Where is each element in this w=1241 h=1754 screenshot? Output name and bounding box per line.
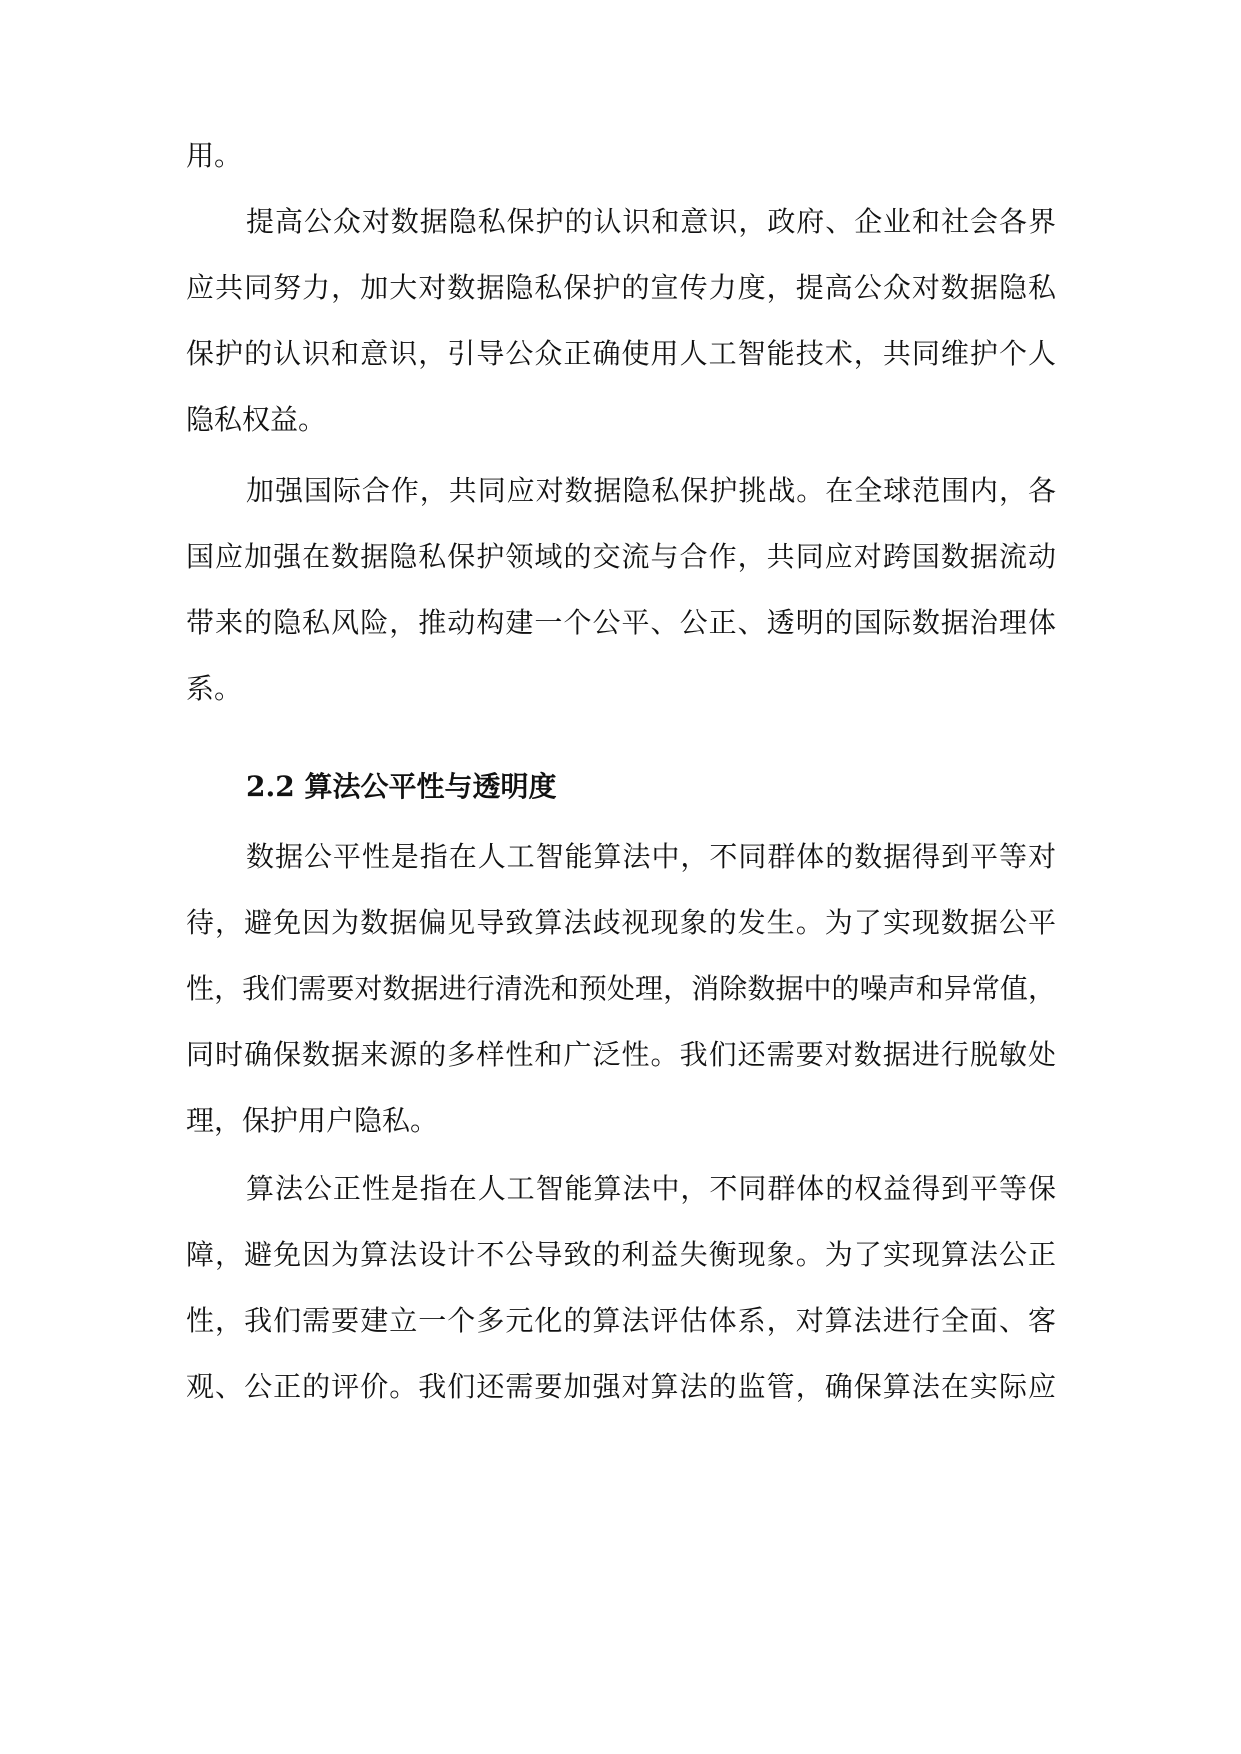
paragraph-first-line: 提高公众对数据隐私保护的认识和意识，政府、企业和社会各界: [246, 205, 1056, 238]
paragraph-first-line: 算法公正性是指在人工智能算法中，不同群体的权益得到平等保: [246, 1172, 1056, 1205]
text-line: 障，避免因为算法设计不公导致的利益失衡现象。为了实现算法公正: [186, 1238, 1056, 1271]
paragraph-first-line: 加强国际合作，共同应对数据隐私保护挑战。在全球范围内，各: [246, 474, 1056, 507]
section-heading: 2.2 算法公平性与透明度: [246, 770, 557, 803]
text-line: 保护的认识和意识，引导公众正确使用人工智能技术，共同维护个人: [186, 337, 1056, 370]
text-line: 国应加强在数据隐私保护领域的交流与合作，共同应对跨国数据流动: [186, 540, 1056, 573]
text-line: 性，我们需要建立一个多元化的算法评估体系，对算法进行全面、客: [186, 1304, 1056, 1337]
text-line: 带来的隐私风险，推动构建一个公平、公正、透明的国际数据治理体: [186, 606, 1056, 639]
text-line: 隐私权益。: [186, 403, 327, 436]
text-line: 系。: [186, 672, 243, 705]
text-line: 观、公正的评价。我们还需要加强对算法的监管，确保算法在实际应: [186, 1370, 1056, 1403]
text-line: 理，保护用户隐私。: [186, 1104, 439, 1137]
text-line: 同时确保数据来源的多样性和广泛性。我们还需要对数据进行脱敏处: [186, 1038, 1056, 1071]
paragraph-first-line: 数据公平性是指在人工智能算法中，不同群体的数据得到平等对: [246, 840, 1056, 873]
text-line: 待，避免因为数据偏见导致算法歧视现象的发生。为了实现数据公平: [186, 906, 1056, 939]
text-line: 性，我们需要对数据进行清洗和预处理，消除数据中的噪声和异常值，: [186, 972, 1056, 1005]
text-line: 用。: [186, 139, 243, 172]
text-line: 应共同努力，加大对数据隐私保护的宣传力度，提高公众对数据隐私: [186, 271, 1056, 304]
